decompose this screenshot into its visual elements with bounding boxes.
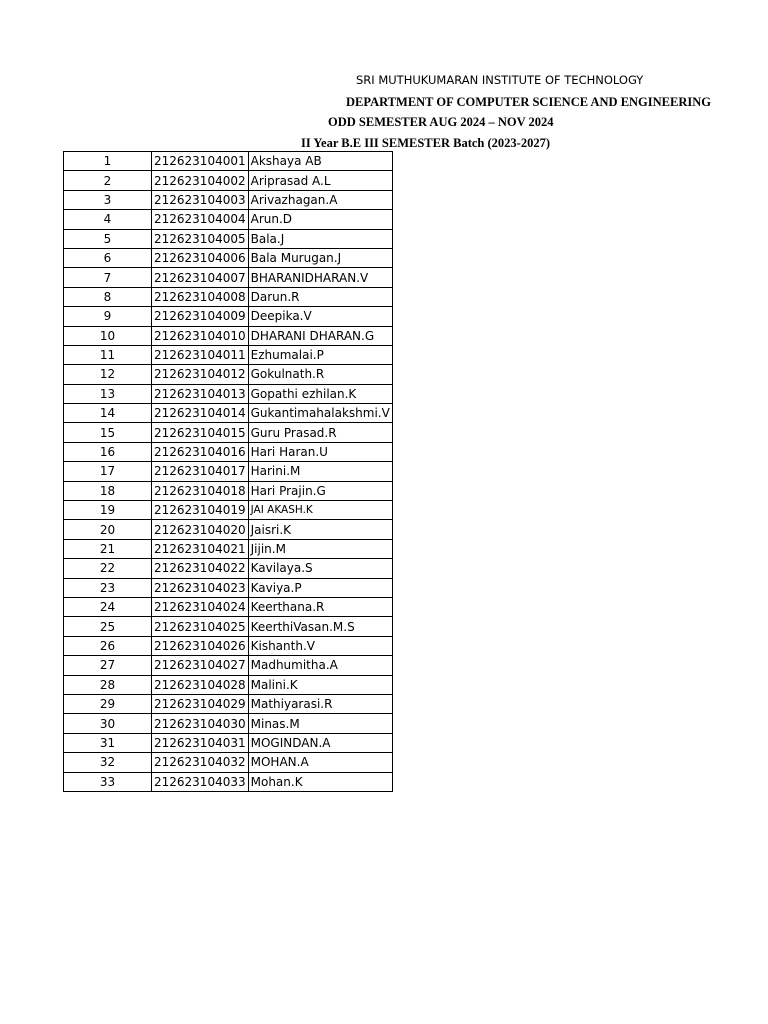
table-row	[64, 248, 393, 267]
serial-number-cell: 9	[64, 307, 152, 326]
table-row	[64, 559, 393, 578]
serial-number-cell: 27	[64, 656, 152, 675]
student-name-cell: Hari Prajin.G	[248, 481, 392, 500]
student-roster-table	[63, 151, 393, 792]
serial-number-cell: 2	[64, 171, 152, 190]
serial-number-cell: 16	[64, 442, 152, 461]
register-number-cell: 212623104017	[152, 462, 249, 481]
serial-number-cell: 18	[64, 481, 152, 500]
table-row	[64, 384, 393, 403]
table-row	[64, 287, 393, 306]
student-roster-body	[64, 152, 393, 792]
batch-info: II Year B.E III SEMESTER Batch (2023-2027)	[301, 136, 550, 150]
student-name-cell: Minas.M	[248, 714, 392, 733]
register-number-cell: 212623104002	[152, 171, 249, 190]
student-name-cell: Gokulnath.R	[248, 365, 392, 384]
register-number-cell: 212623104024	[152, 597, 249, 616]
serial-number-cell: 17	[64, 462, 152, 481]
student-name-cell: JAI AKASH.K	[248, 501, 392, 520]
register-number-cell: 212623104031	[152, 733, 249, 752]
table-row	[64, 501, 393, 520]
table-row	[64, 578, 393, 597]
table-row	[64, 462, 393, 481]
register-number-cell: 212623104021	[152, 539, 249, 558]
student-name-cell: Keerthana.R	[248, 597, 392, 616]
table-row	[64, 365, 393, 384]
register-number-cell: 212623104006	[152, 248, 249, 267]
table-row	[64, 442, 393, 461]
semester-period: ODD SEMESTER AUG 2024 – NOV 2024	[328, 115, 554, 129]
table-row	[64, 656, 393, 675]
serial-number-cell: 29	[64, 694, 152, 713]
student-name-cell: Harini.M	[248, 462, 392, 481]
student-name-cell: Gukantimahalakshmi.V	[248, 404, 392, 423]
table-row	[64, 481, 393, 500]
table-row	[64, 404, 393, 423]
register-number-cell: 212623104019	[152, 501, 249, 520]
table-row	[64, 617, 393, 636]
student-name-cell: Kaviya.P	[248, 578, 392, 597]
student-name-cell: Malini.K	[248, 675, 392, 694]
serial-number-cell: 8	[64, 287, 152, 306]
register-number-cell: 212623104001	[152, 152, 249, 171]
serial-number-cell: 32	[64, 753, 152, 772]
student-name-cell: MOHAN.A	[248, 753, 392, 772]
register-number-cell: 212623104020	[152, 520, 249, 539]
serial-number-cell: 28	[64, 675, 152, 694]
table-row	[64, 753, 393, 772]
table-row	[64, 772, 393, 791]
table-row	[64, 539, 393, 558]
serial-number-cell: 26	[64, 636, 152, 655]
serial-number-cell: 12	[64, 365, 152, 384]
student-name-cell: Bala Murugan.J	[248, 248, 392, 267]
table-row	[64, 733, 393, 752]
table-row	[64, 345, 393, 364]
table-row	[64, 714, 393, 733]
institute-name: SRI MUTHUKUMARAN INSTITUTE OF TECHNOLOGY	[356, 73, 644, 87]
student-name-cell: Akshaya AB	[248, 152, 392, 171]
register-number-cell: 212623104008	[152, 287, 249, 306]
register-number-cell: 212623104007	[152, 268, 249, 287]
table-row	[64, 229, 393, 248]
serial-number-cell: 23	[64, 578, 152, 597]
register-number-cell: 212623104030	[152, 714, 249, 733]
register-number-cell: 212623104029	[152, 694, 249, 713]
student-name-cell: Gopathi ezhilan.K	[248, 384, 392, 403]
serial-number-cell: 6	[64, 248, 152, 267]
table-row	[64, 675, 393, 694]
student-name-cell: Arun.D	[248, 210, 392, 229]
table-row	[64, 171, 393, 190]
serial-number-cell: 7	[64, 268, 152, 287]
student-name-cell: Mohan.K	[248, 772, 392, 791]
student-name-cell: Mathiyarasi.R	[248, 694, 392, 713]
serial-number-cell: 15	[64, 423, 152, 442]
serial-number-cell: 14	[64, 404, 152, 423]
register-number-cell: 212623104033	[152, 772, 249, 791]
register-number-cell: 212623104011	[152, 345, 249, 364]
table-row	[64, 152, 393, 171]
serial-number-cell: 10	[64, 326, 152, 345]
student-name-cell: Jijin.M	[248, 539, 392, 558]
student-name-cell: MOGINDAN.A	[248, 733, 392, 752]
table-row	[64, 636, 393, 655]
register-number-cell: 212623104023	[152, 578, 249, 597]
table-row	[64, 268, 393, 287]
serial-number-cell: 11	[64, 345, 152, 364]
register-number-cell: 212623104025	[152, 617, 249, 636]
student-name-cell: Darun.R	[248, 287, 392, 306]
register-number-cell: 212623104013	[152, 384, 249, 403]
register-number-cell: 212623104014	[152, 404, 249, 423]
register-number-cell: 212623104022	[152, 559, 249, 578]
serial-number-cell: 33	[64, 772, 152, 791]
serial-number-cell: 24	[64, 597, 152, 616]
serial-number-cell: 22	[64, 559, 152, 578]
serial-number-cell: 3	[64, 190, 152, 209]
department-name: DEPARTMENT OF COMPUTER SCIENCE AND ENGINEERING	[346, 95, 711, 109]
register-number-cell: 212623104015	[152, 423, 249, 442]
student-name-cell: BHARANIDHARAN.V	[248, 268, 392, 287]
serial-number-cell: 25	[64, 617, 152, 636]
student-name-cell: Jaisri.K	[248, 520, 392, 539]
register-number-cell: 212623104027	[152, 656, 249, 675]
register-number-cell: 212623104005	[152, 229, 249, 248]
table-row	[64, 307, 393, 326]
serial-number-cell: 5	[64, 229, 152, 248]
student-name-cell: Madhumitha.A	[248, 656, 392, 675]
serial-number-cell: 31	[64, 733, 152, 752]
register-number-cell: 212623104028	[152, 675, 249, 694]
serial-number-cell: 21	[64, 539, 152, 558]
serial-number-cell: 20	[64, 520, 152, 539]
table-row	[64, 326, 393, 345]
document-header	[0, 0, 768, 160]
student-name-cell: Guru Prasad.R	[248, 423, 392, 442]
table-row	[64, 423, 393, 442]
table-row	[64, 190, 393, 209]
register-number-cell: 212623104004	[152, 210, 249, 229]
student-name-cell: Ezhumalai.P	[248, 345, 392, 364]
student-name-cell: Arivazhagan.A	[248, 190, 392, 209]
student-name-cell: Kavilaya.S	[248, 559, 392, 578]
register-number-cell: 212623104012	[152, 365, 249, 384]
register-number-cell: 212623104018	[152, 481, 249, 500]
student-name-cell: Deepika.V	[248, 307, 392, 326]
student-name-cell: DHARANI DHARAN.G	[248, 326, 392, 345]
student-name-cell: Kishanth.V	[248, 636, 392, 655]
serial-number-cell: 30	[64, 714, 152, 733]
register-number-cell: 212623104003	[152, 190, 249, 209]
table-row	[64, 210, 393, 229]
student-name-cell: Ariprasad A.L	[248, 171, 392, 190]
serial-number-cell: 4	[64, 210, 152, 229]
serial-number-cell: 19	[64, 501, 152, 520]
serial-number-cell: 13	[64, 384, 152, 403]
register-number-cell: 212623104032	[152, 753, 249, 772]
student-name-cell: Bala.J	[248, 229, 392, 248]
table-row	[64, 694, 393, 713]
register-number-cell: 212623104016	[152, 442, 249, 461]
register-number-cell: 212623104026	[152, 636, 249, 655]
student-name-cell: KeerthiVasan.M.S	[248, 617, 392, 636]
serial-number-cell: 1	[64, 152, 152, 171]
register-number-cell: 212623104009	[152, 307, 249, 326]
table-row	[64, 520, 393, 539]
student-name-cell: Hari Haran.U	[248, 442, 392, 461]
table-row	[64, 597, 393, 616]
register-number-cell: 212623104010	[152, 326, 249, 345]
